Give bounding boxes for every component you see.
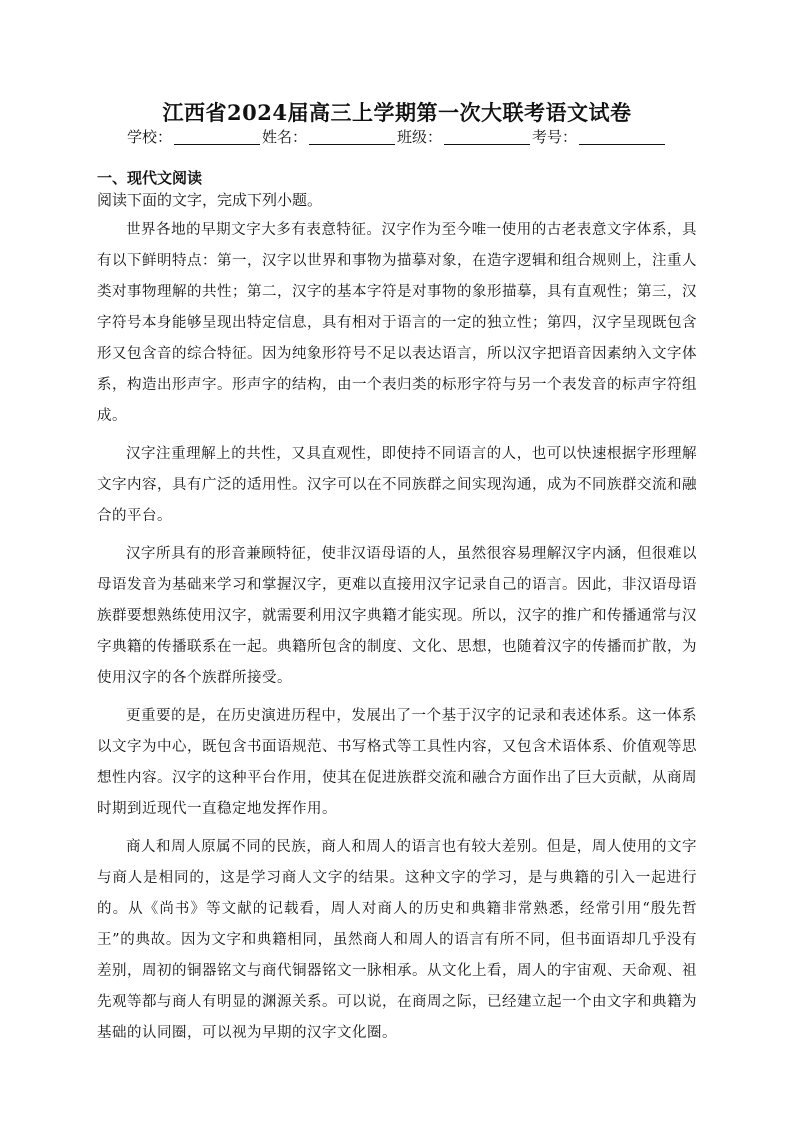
section-heading: 一、现代文阅读 bbox=[97, 169, 203, 187]
passage-paragraph-3: 汉字所具有的形音兼顾特征，使非汉语母语的人，虽然很容易理解汉字内涵，但很难以母语发音为基础来学习和掌握汉字，更难以直接用汉字记录自己的语言。因此，非汉语母语族群要想熟练使用汉字，就需要利用汉字典籍才能实现。所以，汉字的推广和传播通常与汉字典籍的传播联系在一起。典籍所包含的制度、文化、思想，也随着汉字的传播而扩散，为使用汉字的各个族群所接受。 bbox=[97, 546, 697, 686]
exam-number-blank[interactable] bbox=[579, 128, 665, 145]
student-info-line bbox=[0, 126, 794, 147]
exam-number-field bbox=[532, 126, 667, 147]
exam-title: 江西省2024届高三上学期第一次大联考语文试卷 bbox=[162, 100, 632, 125]
school-label: 学校： bbox=[126, 128, 172, 146]
exam-number-label: 考号： bbox=[532, 128, 578, 146]
reading-instruction: 阅读下面的文字，完成下列小题。 bbox=[97, 191, 323, 209]
name-blank[interactable] bbox=[309, 128, 395, 145]
class-blank[interactable] bbox=[444, 128, 530, 145]
school-field bbox=[127, 126, 262, 147]
name-field bbox=[262, 126, 397, 147]
class-field bbox=[397, 126, 532, 147]
passage-paragraph-2: 汉字注重理解上的共性，又具直观性，即使持不同语言的人，也可以快速根据字形理解文字内容，具有广泛的适用性。汉字可以在不同族群之间实现沟通，成为不同族群交流和融合的平台。 bbox=[97, 446, 697, 524]
reading-passage bbox=[97, 215, 697, 1056]
passage-paragraph-4: 更重要的是，在历史演进历程中，发展出了一个基于汉字的记录和表述体系。这一体系以文字为中心，既包含书面语规范、书写格式等工具性内容，又包含术语体系、价值观等思想性内容。汉字的这种平台作用，使其在促进族群交流和融合方面作出了巨大贡献，从商周时期到近现代一直稳定地发挥作用。 bbox=[97, 708, 697, 817]
passage-paragraph-5: 商人和周人原属不同的民族，商人和周人的语言也有较大差别。但是，周人使用的文字与商人是相同的，这是学习商人文字的结果。这种文字的学习，是与典籍的引入一起进行的。从《尚书》等文献的记载看，周人对商人的历史和典籍非常熟悉，经常引用“殷先哲王”的典故。因为文字和典籍相同，虽然商人和周人的语言有所不同，但书面语却几乎没有差别，周初的铜器铭文与商代铜器铭文一脉相承。从文化上看，周人的宇宙观、天命观、祖先观等都与商人有明显的渊源关系。可以说，在商周之际，已经建立起一个由文字和典籍为基础的认同圈，可以视为早期的汉字文化圈。 bbox=[97, 839, 697, 1041]
school-blank[interactable] bbox=[174, 128, 260, 145]
name-label: 姓名： bbox=[261, 128, 307, 146]
class-label: 班级： bbox=[397, 128, 443, 146]
passage-paragraph-1: 世界各地的早期文字大多有表意特征。汉字作为至今唯一使用的古老表意文字体系，具有以下鲜明特点：第一，汉字以世界和事物为描摹对象，在造字逻辑和组合规则上，注重人类对事物理解的共性；第二，汉字的基本字符是对事物的象形描摹，具有直观性；第三，汉字符号本身能够呈现出特定信息，具有相对于语言的一定的独立性；第四，汉字呈现既包含形又包含音的综合特征。因为纯象形符号不足以表达语言，所以汉字把语音因素纳入文字体系，构造出形声字。形声字的结构，由一个表归类的标形字符与另一个表发音的标声字符组成。 bbox=[97, 222, 697, 424]
